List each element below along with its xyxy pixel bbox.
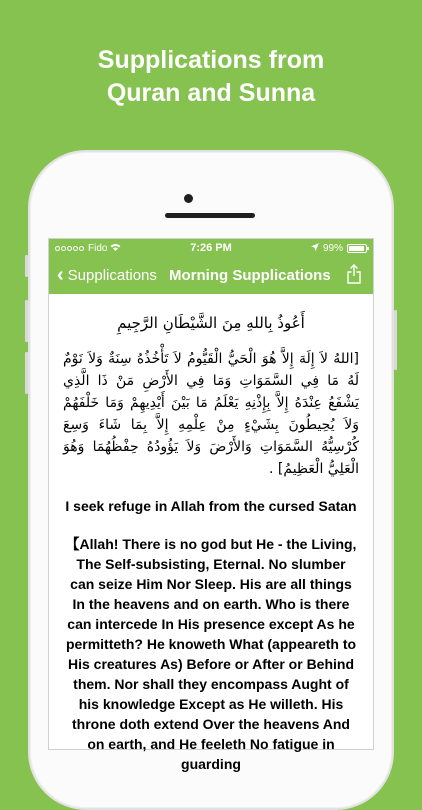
arabic-heading: أَعُوذُ بِاللهِ مِنَ الشَّيْطَانِ الرَّجِيمِ — [117, 314, 305, 332]
earpiece-speaker — [165, 213, 255, 218]
english-heading: I seek refuge in Allah from the cursed Satan — [65, 498, 357, 514]
back-button-label: Supplications — [67, 266, 157, 284]
chevron-left-icon: ‹ — [57, 264, 64, 286]
arabic-verse: [اللهُ لاَ إِلَهَ إِلاَّ هُوَ الْحَيُّ الْقَيُّومُ لاَ تَأْخُذُهُ سِنَةٌ وَلاَ نَوْمٌ لَهُ مَا فِي السَّمَوَاتِ وَمَا فِي الأَرْضِ مَنْ ذَا الَّذِي يَشْفَعُ عِنْدَهُ إِلاَّ بِإِذْنِهِ يَعْلَمُ مَا بَيْنَ أَيْدِيهِمْ وَمَا خَلْفَهُمْ وَلاَ يُحِيطُونَ بِشَيْءٍ مِنْ عِلْمِهِ إِلاَّ بِمَا شَاءَ وَسِعَ كُرْسِيُّهُ السَّمَوَاتِ وَالأَرْضَ وَلاَ يَؤُودُهُ حِفْظُهُمَا وَهُوَ الْعَلِيُّ الْعَظِيمُ] . — [63, 351, 359, 477]
page-title: Morning Supplications — [169, 267, 331, 284]
back-button[interactable] — [57, 266, 157, 284]
supplication-content — [49, 294, 373, 774]
power-button — [394, 310, 397, 370]
headline-line-2: Quran and Sunna — [106, 79, 316, 107]
phone-screen — [48, 238, 374, 772]
english-translation: 【Allah! There is no god but He - the Living, The Self-subsisting, Eternal. No slumber can seize Him Nor Sleep. His are all things In the heavens and on earth. Who is there can intercede In His presence except As he permitteth? He knoweth What (appeareth to His creatures As) Before or After or Behind them. Nor shall they encompass Aught of his knowledge Except as He willeth. His throne doth extend Over the heavens And on earth, and He feeleth No fatigue in guarding — [65, 536, 357, 772]
location-arrow-icon — [311, 243, 319, 254]
carrier-name: Fido — [88, 243, 108, 254]
status-time: 7:26 PM — [190, 242, 232, 254]
promo-headline — [0, 44, 422, 110]
volume-up-button — [25, 300, 28, 342]
mute-switch — [25, 255, 28, 277]
share-icon[interactable] — [347, 264, 361, 284]
battery-icon — [347, 244, 367, 253]
volume-down-button — [25, 352, 28, 394]
battery-percent: 99% — [322, 243, 343, 254]
navigation-bar — [49, 258, 373, 294]
status-bar — [49, 239, 373, 258]
front-camera — [184, 194, 193, 203]
headline-line-1: Supplications from — [97, 46, 325, 74]
